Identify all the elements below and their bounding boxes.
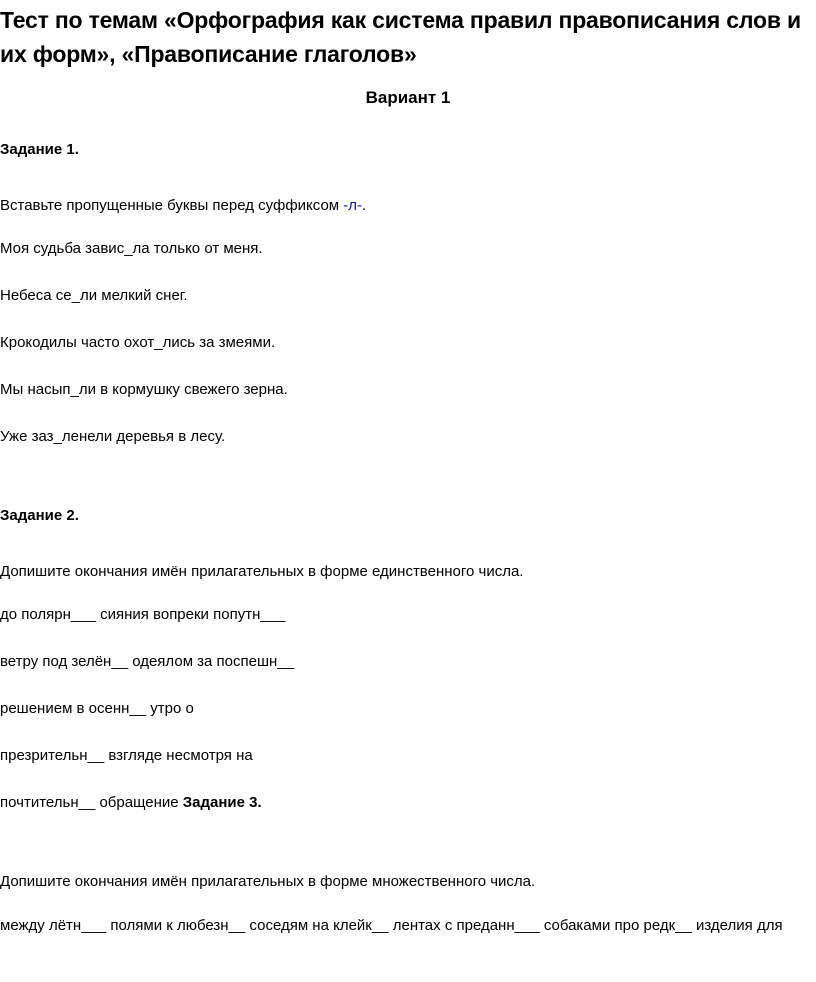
task1-instruction-end: . <box>362 197 367 214</box>
title-line-2: их форм», «Правописание глаголов» <box>0 41 417 67</box>
task2-heading: Задание 2. <box>0 507 79 524</box>
task1-sentence-1: Моя судьба завис_ла только от меня. <box>0 240 263 257</box>
task2-line-2: ветру под зелён__ одеялом за поспешн__ <box>0 653 294 670</box>
task3-text: между лётн___ полями к любезн__ соседям на клейк__ лентах с преданн___ собаками про редк__ изделия для <box>0 917 783 934</box>
task1-suffix-highlight: -л- <box>343 197 363 214</box>
task1-sentence-4: Мы насып_ли в кормушку свежего зерна. <box>0 381 288 398</box>
task1-heading: Задание 1. <box>0 141 79 158</box>
task2-line-5-text: почтительн__ обращение <box>0 794 183 811</box>
task1-sentence-5: Уже заз_ленели деревья в лесу. <box>0 428 226 445</box>
task2-instruction: Допишите окончания имён прилагательных в форме единственного числа. <box>0 563 524 580</box>
task1-instruction <box>0 197 366 214</box>
task2-line-1: до полярн___ сияния вопреки попутн___ <box>0 606 286 623</box>
title-line-1: Тест по темам «Орфография как система правил правописания слов и <box>0 7 801 33</box>
task1-instruction-text: Вставьте пропущенные буквы перед суффиксом <box>0 197 344 214</box>
variant-heading: Вариант 1 <box>365 88 451 107</box>
task2-line-3: решением в осенн__ утро о <box>0 700 194 717</box>
task2-line-4: презрительн__ взгляде несмотря на <box>0 747 253 764</box>
task1-sentence-3: Крокодилы часто охот_лись за змеями. <box>0 334 276 351</box>
task3-instruction: Допишите окончания имён прилагательных в форме множественного числа. <box>0 873 536 890</box>
task1-sentence-2: Небеса се_ли мелкий снег. <box>0 287 188 304</box>
task2-line-5 <box>0 794 262 811</box>
task3-heading: Задание 3. <box>182 794 262 811</box>
